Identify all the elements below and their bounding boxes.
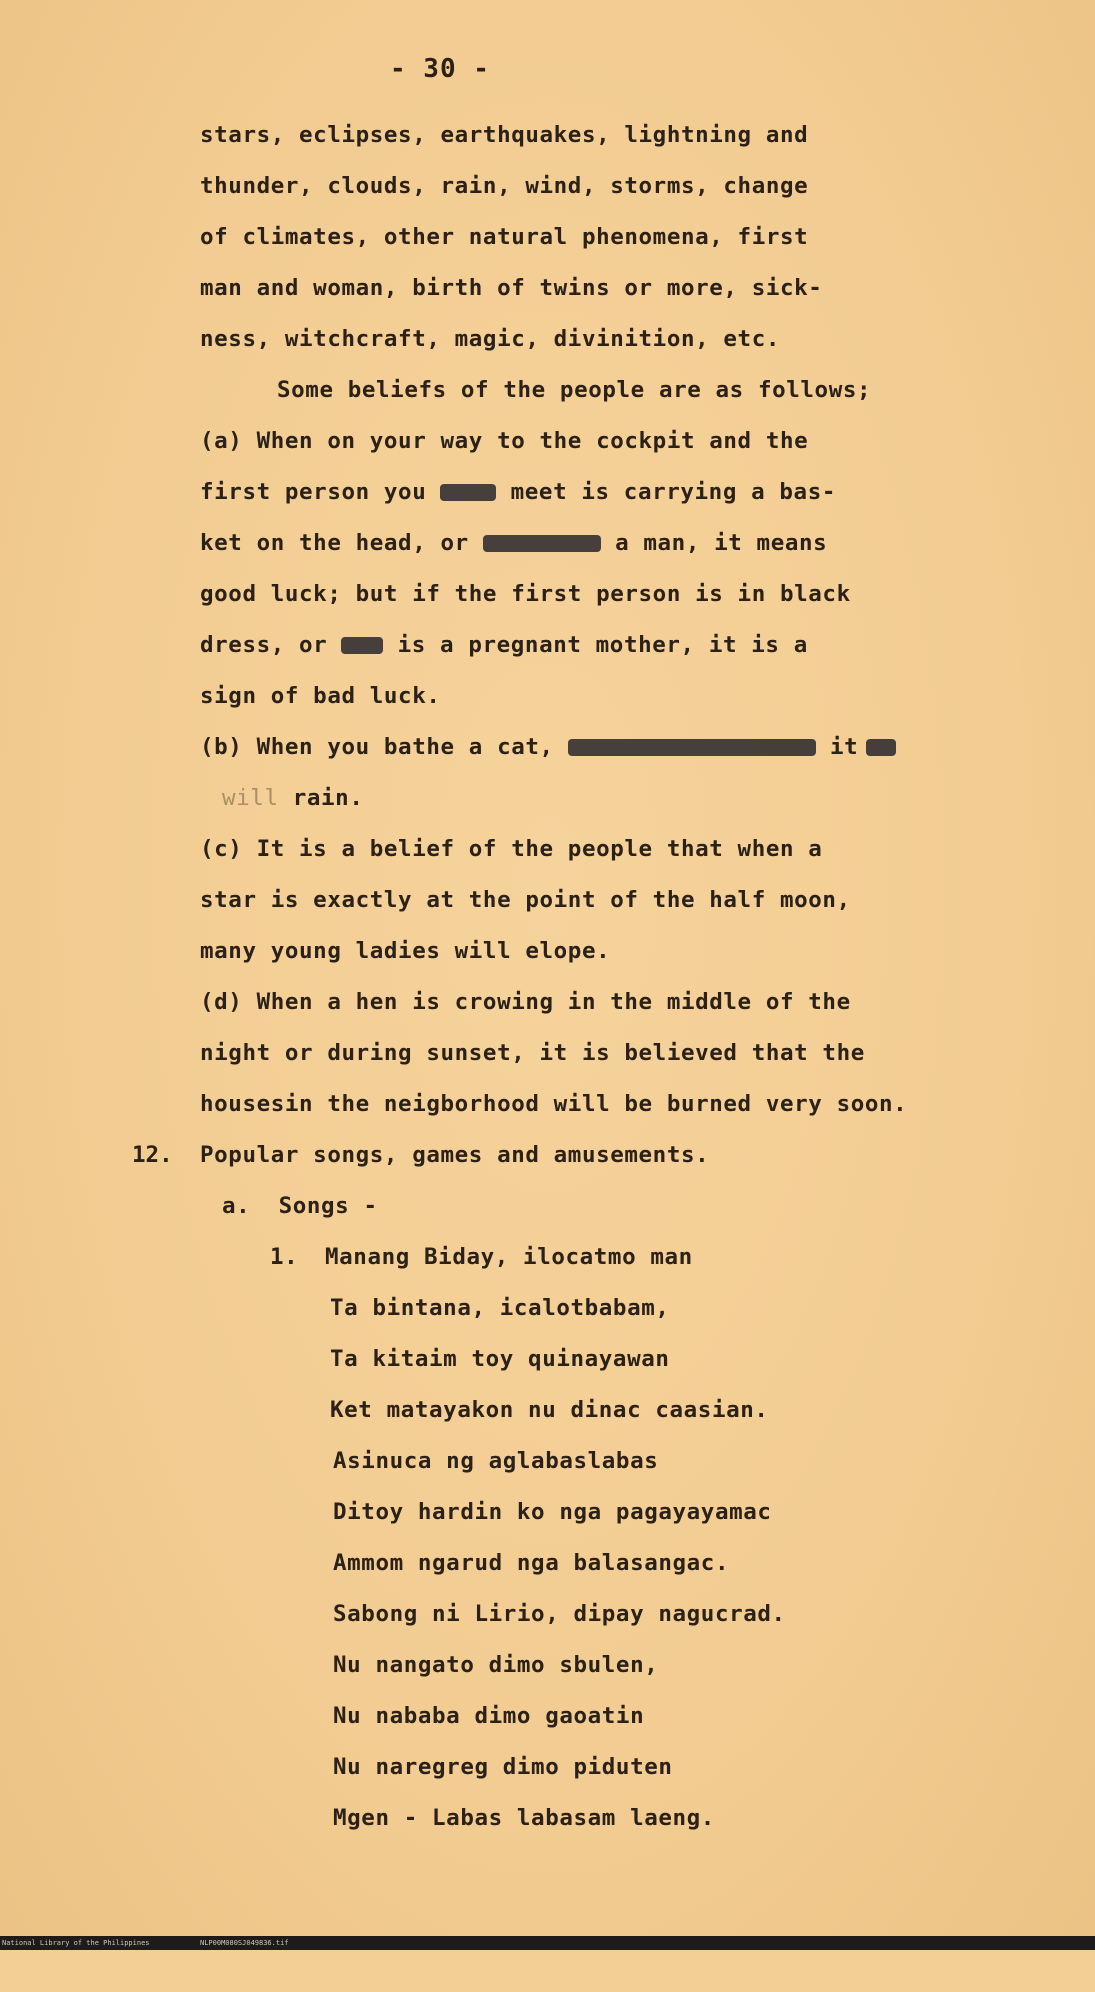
belief-b-line-2 bbox=[222, 783, 363, 813]
song-line-6: Ditoy hardin ko nga pagayayamac bbox=[333, 1499, 772, 1525]
redaction-mark bbox=[440, 484, 496, 501]
intro-line-2: thunder, clouds, rain, wind, storms, change bbox=[200, 173, 809, 199]
belief-a-line-3-end: a man, it means bbox=[600, 530, 828, 556]
song-line-4: Ket matayakon nu dinac caasian. bbox=[330, 1397, 769, 1423]
belief-a-line-3 bbox=[200, 528, 827, 558]
belief-a-line-2-start: first person you bbox=[200, 479, 441, 505]
song-line-11: Nu naregreg dimo piduten bbox=[333, 1754, 673, 1780]
page-number: - 30 - bbox=[390, 54, 490, 84]
intro-line-3: of climates, other natural phenomena, first bbox=[200, 224, 809, 250]
song-line-3: Ta kitaim toy quinayawan bbox=[330, 1346, 670, 1372]
song-line-1: Manang Biday, ilocatmo man bbox=[325, 1244, 693, 1270]
intro-line-5: ness, witchcraft, magic, divinition, etc. bbox=[200, 326, 780, 352]
song-line-12: Mgen - Labas labasam laeng. bbox=[333, 1805, 715, 1831]
footer-library: National Library of the Philippines bbox=[2, 1939, 150, 1947]
belief-c-line-1: (c) It is a belief of the people that when a bbox=[200, 836, 823, 862]
redaction-mark bbox=[483, 535, 601, 552]
scan-footer bbox=[0, 1936, 1095, 1950]
belief-a-line-5-end: is a pregnant mother, it is a bbox=[383, 632, 808, 658]
redaction-mark bbox=[568, 739, 816, 756]
belief-d-line-1: (d) When a hen is crowing in the middle of the bbox=[200, 989, 851, 1015]
song-line-7: Ammom ngarud nga balasangac. bbox=[333, 1550, 730, 1576]
intro-line-4: man and woman, birth of twins or more, sick- bbox=[200, 275, 823, 301]
belief-a-line-4: good luck; but if the first person is in black bbox=[200, 581, 851, 607]
belief-b-line-2-text: rain. bbox=[278, 785, 364, 811]
belief-b-line-1-end: it bbox=[815, 734, 859, 760]
belief-a-line-5 bbox=[200, 630, 808, 660]
belief-a-line-2 bbox=[200, 477, 836, 507]
belief-a-line-5-start: dress, or bbox=[200, 632, 342, 658]
section-12-title: Popular songs, games and amusements. bbox=[200, 1142, 710, 1168]
belief-b-line-1-start: (b) When you bathe a cat, bbox=[200, 734, 568, 760]
redaction-mark bbox=[866, 739, 896, 756]
song-line-10: Nu nababa dimo gaoatin bbox=[333, 1703, 645, 1729]
beliefs-lead: Some beliefs of the people are as follows; bbox=[277, 377, 872, 403]
redaction-mark bbox=[341, 637, 383, 654]
section-12-number: 12. bbox=[132, 1142, 173, 1168]
belief-a-line-3-start: ket on the head, or bbox=[200, 530, 483, 556]
belief-c-line-3: many young ladies will elope. bbox=[200, 938, 611, 964]
songs-heading: a. Songs - bbox=[222, 1193, 378, 1219]
song-number: 1. bbox=[270, 1244, 299, 1270]
belief-a-line-6: sign of bad luck. bbox=[200, 683, 441, 709]
belief-a-line-1: (a) When on your way to the cockpit and the bbox=[200, 428, 809, 454]
song-line-5: Asinuca ng aglabaslabas bbox=[333, 1448, 659, 1474]
footer-file: NLP00M080SJ049836.tif bbox=[200, 1939, 289, 1947]
belief-d-line-2: night or during sunset, it is believed that the bbox=[200, 1040, 865, 1066]
belief-c-line-2: star is exactly at the point of the half moon, bbox=[200, 887, 851, 913]
belief-b-line-1 bbox=[200, 732, 896, 762]
song-line-9: Nu nangato dimo sbulen, bbox=[333, 1652, 659, 1678]
intro-line-1: stars, eclipses, earthquakes, lightning and bbox=[200, 122, 809, 148]
belief-a-line-2-end: meet is carrying a bas- bbox=[496, 479, 836, 505]
belief-d-line-3: housesin the neigborhood will be burned very soon. bbox=[200, 1091, 908, 1117]
song-line-2: Ta bintana, icalotbabam, bbox=[330, 1295, 670, 1321]
belief-b-faint-word: will bbox=[222, 785, 279, 811]
song-line-8: Sabong ni Lirio, dipay nagucrad. bbox=[333, 1601, 786, 1627]
